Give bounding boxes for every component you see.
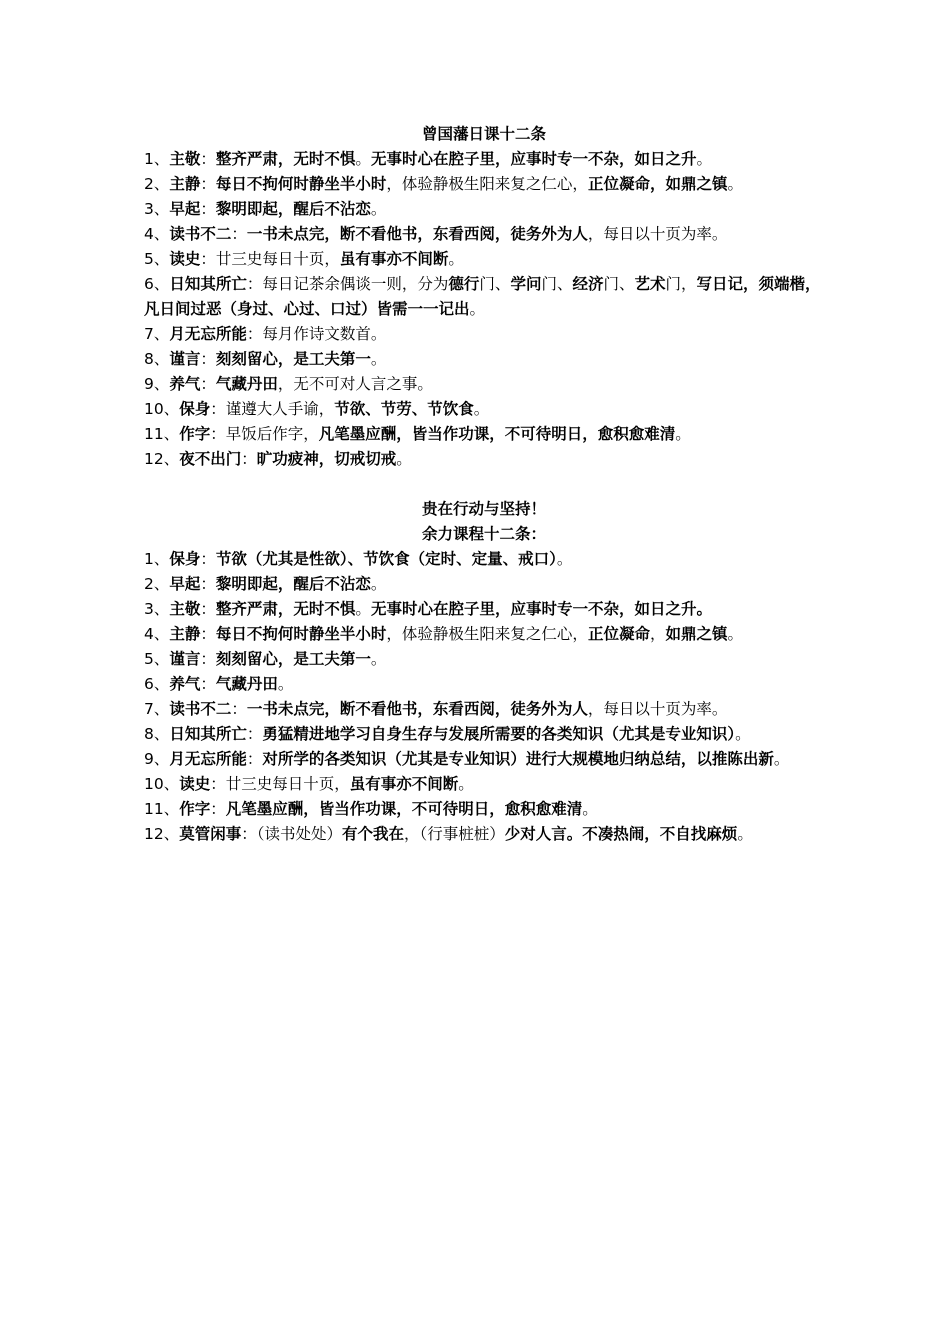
list-item (144, 422, 824, 447)
bold-text: 旷功疲神，切戒切戒 (256, 450, 397, 468)
bold-text: 凡笔墨应酬，皆当作功课，不可待明日，愈积愈难清 (225, 800, 583, 818)
plain-text: 。 (735, 725, 751, 743)
list-item (144, 322, 824, 347)
bold-text: 读书不二 (169, 700, 232, 718)
plain-text: 。 (355, 150, 371, 168)
bold-text: 正位凝命，如鼎之镇 (587, 175, 728, 193)
plain-text: 3、 (144, 600, 170, 618)
document-page (144, 122, 824, 847)
plain-text: 9、 (144, 375, 170, 393)
plain-text: 2、 (144, 575, 170, 593)
plain-text: 门、 (541, 275, 573, 293)
section-gap (144, 472, 824, 497)
plain-text: 。 (727, 625, 743, 643)
plain-text: ，体验静极生阳来复之仁心， (386, 175, 588, 193)
plain-text: ： (200, 625, 216, 643)
plain-text: 。 (370, 200, 387, 218)
bold-text: 写日记，须端楷，凡日间过恶（身过、心过、口过）皆需一一记出 (144, 275, 821, 318)
plain-text: 12、 (144, 450, 180, 468)
plain-text: 9、 (144, 750, 170, 768)
section2 (144, 497, 824, 847)
plain-text: 。 (473, 400, 490, 418)
bold-text: 月无忘所能 (169, 325, 247, 343)
plain-text: 7、 (144, 700, 170, 718)
bold-text: 气藏丹田 (215, 375, 278, 393)
plain-text: ： (200, 650, 216, 668)
plain-text: 10、 (144, 775, 180, 793)
plain-text: 11、 (144, 800, 180, 818)
list-item (144, 547, 824, 572)
bold-text: 正位凝命 (587, 625, 650, 643)
plain-text: ： (246, 750, 263, 768)
plain-text: 8、 (144, 725, 170, 743)
list-item (144, 597, 824, 622)
bold-text: 节欲（尤其是性欲）、节饮食（定时、定量、戒口） (215, 550, 557, 568)
plain-text: ，每日以十页为率。 (587, 700, 728, 718)
bold-text: 整齐严肃，无时不惧 (215, 150, 356, 168)
bold-text: 黎明即起，醒后不沾恋 (215, 575, 371, 593)
plain-text: 门、 (603, 275, 635, 293)
plain-text: 。 (370, 650, 387, 668)
bold-text: 日知其所亡 (169, 275, 247, 293)
plain-text: ： (200, 175, 216, 193)
plain-text: 。 (773, 750, 790, 768)
bold-text: 一书未点完，断不看他书，东看西阅，徒务外为人 (246, 700, 588, 718)
bold-text: 刻刻留心，是工夫第一 (215, 350, 371, 368)
list-item (144, 572, 824, 597)
plain-text: 。 (396, 450, 412, 468)
plain-text: ： (231, 225, 247, 243)
list-item (144, 272, 824, 322)
bold-text: 莫管闲事 (179, 825, 242, 843)
plain-text: ：廿三史每日十页， (210, 775, 350, 793)
bold-text: 日知其所亡 (169, 725, 247, 743)
plain-text: ，（行事桩桩） (404, 825, 505, 843)
bold-text: 经济 (572, 275, 604, 293)
plain-text: 。 (696, 150, 712, 168)
bold-text: 对所学的各类知识（尤其是专业知识）进行大规模地归纳总结，以推陈出新 (262, 750, 774, 768)
plain-text: 。 (727, 175, 743, 193)
bold-text: 保身 (169, 550, 201, 568)
list-item (144, 372, 824, 397)
bold-text: 夜不出门 (179, 450, 242, 468)
list-item (144, 147, 824, 172)
plain-text: 5、 (144, 650, 170, 668)
plain-text: ：廿三史每日十页， (200, 250, 340, 268)
plain-text: ： (200, 350, 216, 368)
bold-text: 主静 (169, 175, 201, 193)
plain-text: 1、 (144, 550, 170, 568)
list-item (144, 447, 824, 472)
plain-text: 。 (737, 825, 753, 843)
plain-text: 2、 (144, 175, 170, 193)
plain-text: 门、 (479, 275, 511, 293)
list-item (144, 722, 824, 747)
plain-text: 。 (370, 575, 387, 593)
plain-text: 。 (469, 300, 486, 318)
plain-text: 。 (458, 775, 474, 793)
list-item (144, 347, 824, 372)
plain-text: 。 (448, 250, 464, 268)
bold-text: 谨言 (169, 350, 201, 368)
bold-text: 早起 (169, 200, 201, 218)
list-item (144, 397, 824, 422)
bold-text: 气藏丹田 (215, 675, 278, 693)
plain-text: ： (200, 150, 216, 168)
plain-text: 。 (277, 675, 294, 693)
list-item (144, 822, 824, 847)
plain-text: ， (649, 625, 666, 643)
bold-text: 无事时心在腔子里，应事时专一不杂，如日之升。 (370, 600, 712, 618)
section2-title: 余力课程十二条： (421, 525, 546, 543)
bold-text: 学问 (510, 275, 542, 293)
plain-text: 11、 (144, 425, 180, 443)
list-item (144, 672, 824, 697)
section1-list (144, 147, 824, 472)
bold-text: 作字 (179, 800, 211, 818)
bold-text: 德行 (448, 275, 480, 293)
plain-text: ：（读书处处） (241, 825, 343, 843)
section2-list (144, 547, 824, 847)
bold-text: 养气 (169, 675, 201, 693)
plain-text: ： (200, 200, 216, 218)
plain-text: 。 (556, 550, 573, 568)
bold-text: 每日不拘何时静坐半小时 (215, 175, 387, 193)
list-item (144, 747, 824, 772)
bold-text: 读书不二 (169, 225, 232, 243)
list-item (144, 697, 824, 722)
section2-heading: 贵在行动与坚持！ (421, 500, 546, 518)
plain-text: ： (200, 575, 216, 593)
plain-text: ： (231, 700, 247, 718)
plain-text: ： (200, 550, 216, 568)
bold-text: 勇猛精进地学习自身生存与发展所需要的各类知识（尤其是专业知识） (262, 725, 736, 743)
plain-text: ： (246, 725, 263, 743)
bold-text: 早起 (169, 575, 201, 593)
plain-text: ： (210, 800, 226, 818)
bold-text: 主敬 (169, 600, 201, 618)
list-item (144, 197, 824, 222)
bold-text: 如鼎之镇 (665, 625, 728, 643)
list-item (144, 247, 824, 272)
plain-text: ： (200, 600, 216, 618)
list-item (144, 797, 824, 822)
bold-text: 一书未点完，断不看他书，东看西阅，徒务外为人 (246, 225, 588, 243)
bold-text: 养气 (169, 375, 201, 393)
plain-text: 3、 (144, 200, 170, 218)
plain-text: 1、 (144, 150, 170, 168)
bold-text: 每日不拘何时静坐半小时 (215, 625, 387, 643)
bold-text: 艺术 (634, 275, 666, 293)
bold-text: 整齐严肃，无时不惧 (215, 600, 356, 618)
plain-text: 12、 (144, 825, 180, 843)
bold-text: 谨言 (169, 650, 201, 668)
bold-text: 节欲、节劳、节饮食 (334, 400, 474, 418)
plain-text: ，体验静极生阳来复之仁心， (386, 625, 588, 643)
plain-text: 10、 (144, 400, 180, 418)
list-item (144, 772, 824, 797)
list-item (144, 222, 824, 247)
list-item (144, 647, 824, 672)
section1-title: 曾国藩日课十二条 (421, 125, 546, 143)
plain-text: ，每日以十页为率。 (587, 225, 728, 243)
plain-text: ，无不可对人言之事。 (277, 375, 433, 393)
bold-text: 有个我在 (342, 825, 405, 843)
plain-text: 门， (665, 275, 697, 293)
bold-text: 刻刻留心，是工夫第一 (215, 650, 371, 668)
plain-text: 。 (355, 600, 371, 618)
bold-text: 虽有事亦不间断 (339, 250, 449, 268)
plain-text: 。 (370, 350, 387, 368)
list-item (144, 622, 824, 647)
plain-text: ： (200, 675, 216, 693)
plain-text: 6、 (144, 275, 170, 293)
plain-text: 4、 (144, 625, 170, 643)
plain-text: 5、 (144, 250, 170, 268)
plain-text: 6、 (144, 675, 170, 693)
plain-text: ： (200, 375, 216, 393)
bold-text: 凡笔墨应酬，皆当作功课，不可待明日，愈积愈难清 (318, 425, 676, 443)
list-item (144, 172, 824, 197)
bold-text: 主敬 (169, 150, 201, 168)
plain-text: 4、 (144, 225, 170, 243)
bold-text: 读史 (179, 775, 211, 793)
plain-text: 。 (582, 800, 598, 818)
bold-text: 黎明即起，醒后不沾恋 (215, 200, 371, 218)
bold-text: 作字 (179, 425, 211, 443)
plain-text: ：谨遵大人手谕， (210, 400, 335, 418)
bold-text: 读史 (169, 250, 201, 268)
bold-text: 保身 (179, 400, 211, 418)
bold-text: 主静 (169, 625, 201, 643)
plain-text: 7、 (144, 325, 170, 343)
bold-text: 少对人言。不凑热闹，不自找麻烦 (504, 825, 738, 843)
plain-text: ：每月作诗文数首。 (246, 325, 387, 343)
plain-text: ：早饭后作字， (210, 425, 319, 443)
bold-text: 无事时心在腔子里，应事时专一不杂，如日之升 (370, 150, 697, 168)
plain-text: ：每日记茶余偶谈一则，分为 (246, 275, 449, 293)
bold-text: 月无忘所能 (169, 750, 247, 768)
bold-text: 虽有事亦不间断 (349, 775, 459, 793)
plain-text: 。 (675, 425, 691, 443)
plain-text: ： (241, 450, 257, 468)
plain-text: 8、 (144, 350, 170, 368)
